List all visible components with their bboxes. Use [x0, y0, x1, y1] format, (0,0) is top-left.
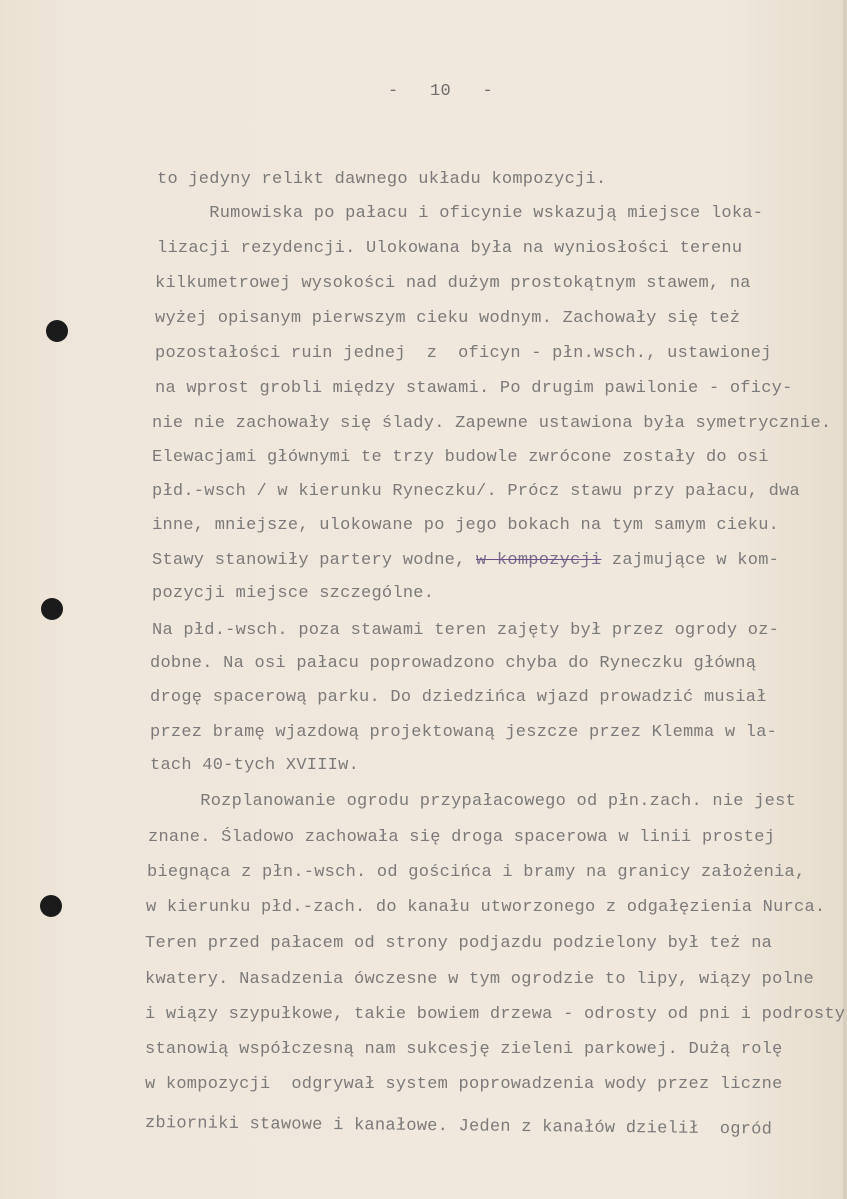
- text-line: pozostałości ruin jednej z oficyn - płn.wsch., ustawionej: [155, 344, 772, 363]
- text-line: w kierunku płd.-zach. do kanału utworzonego z odgałęzienia Nurca.: [146, 898, 826, 917]
- text-line: Elewacjami głównymi te trzy budowle zwrócone zostały do osi: [152, 448, 769, 467]
- punch-hole: [41, 598, 63, 620]
- text-line: płd.-wsch / w kierunku Ryneczku/. Prócz stawu przy pałacu, dwa: [152, 482, 801, 501]
- text-line-with-strikethrough: [152, 551, 779, 570]
- text-line: drogę spacerową parku. Do dziedzińca wjazd prowadzić musiał: [150, 688, 767, 707]
- text-line: to jedyny relikt dawnego układu kompozycji.: [157, 170, 607, 189]
- text-line: Rumowiska po pałacu i oficynie wskazują miejsce loka-: [157, 204, 764, 223]
- page-number: - 10 -: [388, 82, 494, 101]
- text-line: wyżej opisanym pierwszym cieku wodnym. Zachowały się też: [155, 309, 741, 328]
- text-line: znane. Śladowo zachowała się droga spacerowa w linii prostej: [148, 828, 776, 847]
- text-line: i wiązy szypułkowe, takie bowiem drzewa - odrosty od pni i podrosty: [145, 1005, 846, 1024]
- text-line: pozycji miejsce szczególne.: [152, 584, 435, 603]
- struck-out-text: w kompozycji: [476, 551, 602, 570]
- text-line: na wprost grobli między stawami. Po drugim pawilonie - oficy-: [155, 379, 793, 398]
- text-line: inne, mniejsze, ulokowane po jego bokach na tym samym cieku.: [152, 516, 780, 535]
- text-line: Na płd.-wsch. poza stawami teren zajęty był przez ogrody oz-: [152, 621, 780, 640]
- text-line: zbiorniki stawowe i kanałowe. Jeden z kanałów dzielił ogród: [144, 1114, 773, 1140]
- punch-hole: [40, 895, 62, 917]
- text-line: kilkumetrowej wysokości nad dużym prostokątnym stawem, na: [155, 274, 751, 293]
- text-segment: zajmujące w kom-: [601, 551, 780, 570]
- text-line: nie nie zachowały się ślady. Zapewne ustawiona była symetrycznie.: [152, 414, 832, 433]
- text-line: przez bramę wjazdową projektowaną jeszcze przez Klemma w la-: [150, 723, 778, 742]
- text-line: tach 40-tych XVIIIw.: [150, 756, 360, 775]
- punch-hole: [46, 320, 68, 342]
- text-line: stanowią współczesną nam sukcesję zieleni parkowej. Dużą rolę: [145, 1040, 783, 1059]
- text-line: Teren przed pałacem od strony podjazdu podzielony był też na: [145, 934, 773, 953]
- text-line: lizacji rezydencji. Ulokowana była na wyniosłości terenu: [157, 239, 743, 258]
- text-line: dobne. Na osi pałacu poprowadzono chyba do Ryneczku główną: [150, 654, 757, 673]
- text-line: w kompozycji odgrywał system poprowadzenia wody przez liczne: [145, 1075, 783, 1094]
- text-segment: Stawy stanowiły partery wodne,: [152, 551, 477, 570]
- text-line: biegnąca z płn.-wsch. od gościńca i bramy na granicy założenia,: [147, 863, 806, 882]
- text-line: Rozplanowanie ogrodu przypałacowego od płn.zach. nie jest: [148, 792, 797, 811]
- text-line: kwatery. Nasadzenia ówczesne w tym ogrodzie to lipy, wiązy polne: [145, 970, 814, 989]
